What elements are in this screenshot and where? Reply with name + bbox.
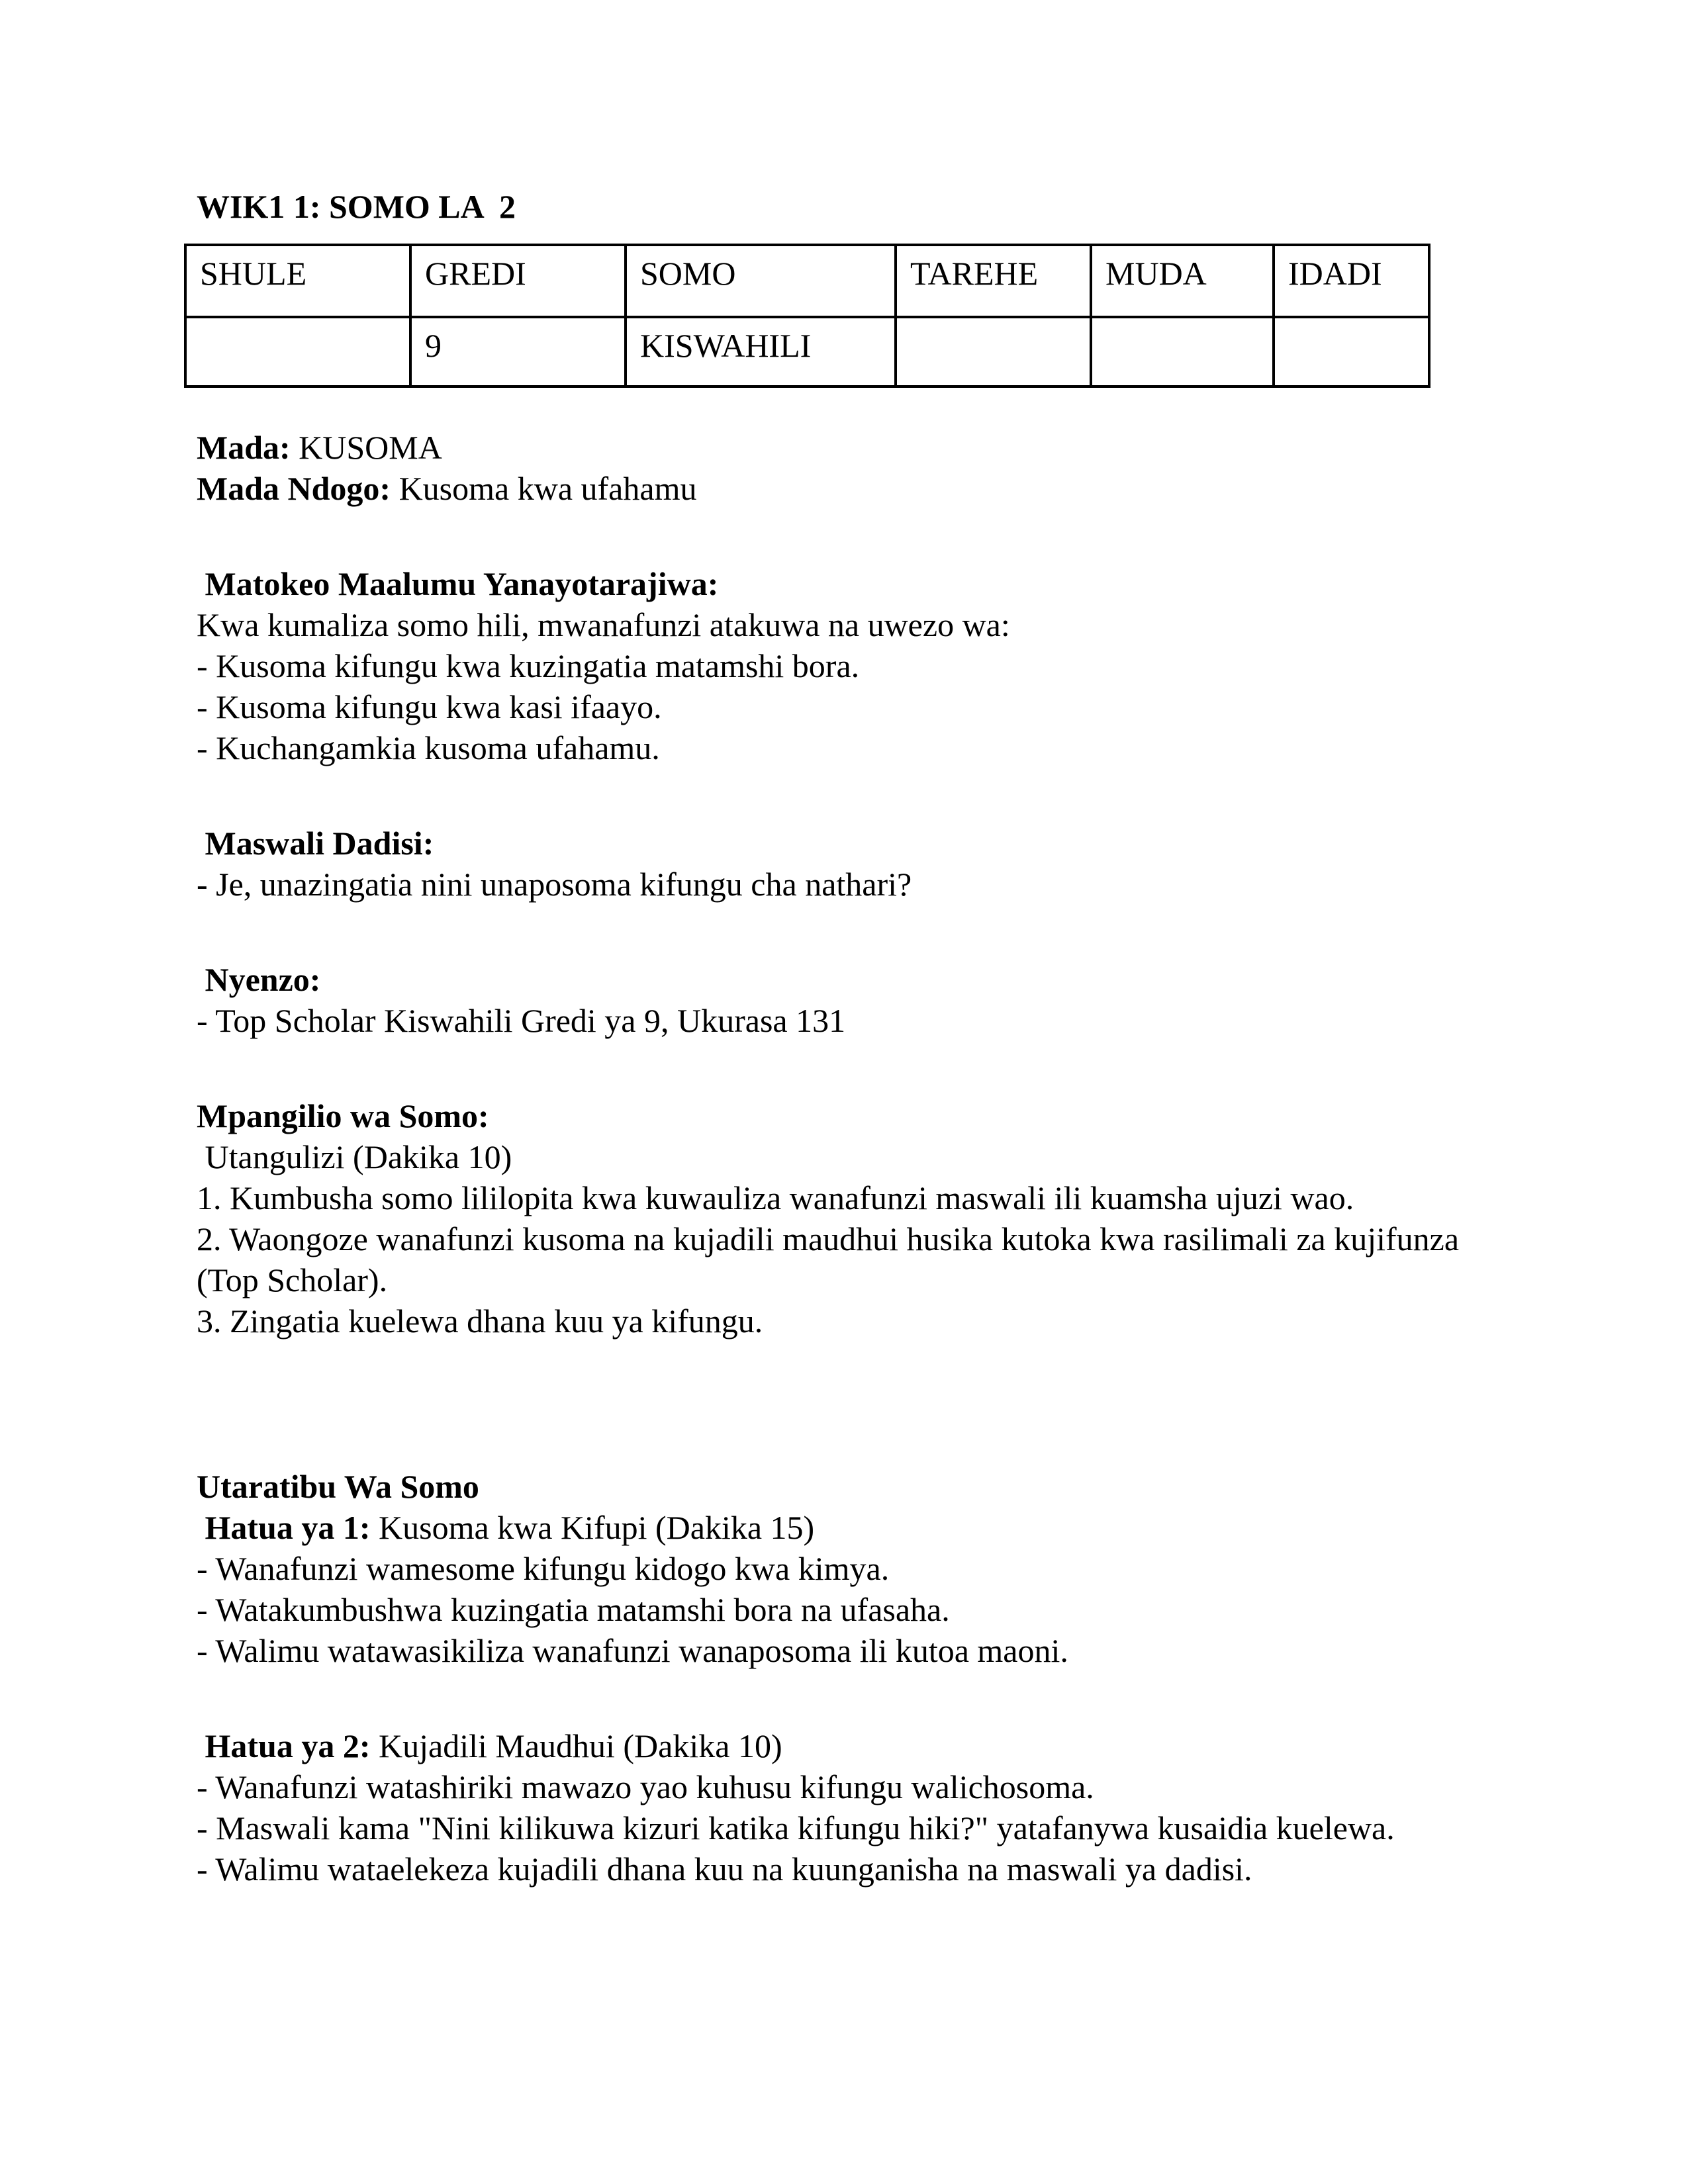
spacer bbox=[197, 388, 1491, 427]
probing-questions-heading: Maswali Dadisi: bbox=[197, 825, 434, 862]
outcome-item-1: - Kusoma kifungu kwa kuzingatia matamshi bora. bbox=[197, 647, 860, 684]
spacer bbox=[197, 1671, 1491, 1725]
table-header-idadi: IDADI bbox=[1274, 245, 1429, 317]
resources-heading: Nyenzo: bbox=[197, 961, 321, 998]
outcomes-heading: Matokeo Maalumu Yanayotarajiwa: bbox=[197, 565, 719, 602]
intro-step-2: 2. Waongoze wanafunzi kusoma na kujadili maudhui husika kutoka kwa rasilimali za kujifunza (Top Scholar). bbox=[197, 1220, 1468, 1298]
step1-item-2: - Watakumbushwa kuzingatia matamshi bora na ufasaha. bbox=[197, 1591, 950, 1628]
table-cell-idadi bbox=[1274, 317, 1429, 387]
topic-line: Mada: KUSOMA bbox=[197, 429, 442, 466]
step2-item-3: - Walimu wataelekeza kujadili dhana kuu na kuunganisha na maswali ya dadisi. bbox=[197, 1850, 1252, 1888]
table-header-shule: SHULE bbox=[185, 245, 410, 317]
outcomes-intro: Kwa kumaliza somo hili, mwanafunzi atakuwa na uwezo wa: bbox=[197, 606, 1010, 643]
spacer bbox=[197, 1342, 1491, 1466]
intro-step-1: 1. Kumbusha somo lililopita kwa kuwauliza wanafunzi maswali ili kuamsha ujuzi wao. bbox=[197, 1179, 1354, 1216]
table-cell-tarehe bbox=[896, 317, 1091, 387]
lesson-plan-heading: Mpangilio wa Somo: bbox=[197, 1097, 489, 1134]
table-header-somo: SOMO bbox=[626, 245, 896, 317]
lesson-info-table bbox=[184, 244, 1430, 388]
introduction-line: Utangulizi (Dakika 10) bbox=[197, 1138, 512, 1175]
table-header-tarehe: TAREHE bbox=[896, 245, 1091, 317]
step2-item-1: - Wanafunzi watashiriki mawazo yao kuhusu kifungu walichosoma. bbox=[197, 1768, 1094, 1805]
step1-item-3: - Walimu watawasikiliza wanafunzi wanaposoma ili kutoa maoni. bbox=[197, 1632, 1068, 1669]
table-cell-shule bbox=[185, 317, 410, 387]
step1-item-1: - Wanafunzi wamesome kifungu kidogo kwa kimya. bbox=[197, 1550, 890, 1587]
outcome-item-3: - Kuchangamkia kusoma ufahamu. bbox=[197, 729, 660, 766]
procedure-heading: Utaratibu Wa Somo bbox=[197, 1468, 479, 1505]
step2-heading: Hatua ya 2: Kujadili Maudhui (Dakika 10) bbox=[197, 1727, 782, 1764]
table-data-row bbox=[185, 317, 1429, 387]
resource-item: - Top Scholar Kiswahili Gredi ya 9, Ukurasa 131 bbox=[197, 1002, 846, 1039]
probing-question-item: - Je, unazingatia nini unaposoma kifungu cha nathari? bbox=[197, 866, 912, 903]
table-cell-somo: KISWAHILI bbox=[626, 317, 896, 387]
step2-item-2: - Maswali kama "Nini kilikuwa kizuri katika kifungu hiki?" yatafanywa kusaidia kuelewa. bbox=[197, 1809, 1395, 1846]
spacer bbox=[197, 1041, 1491, 1095]
page-title: WIK1 1: SOMO LA 2 bbox=[197, 188, 516, 225]
intro-step-3: 3. Zingatia kuelewa dhana kuu ya kifungu. bbox=[197, 1302, 763, 1340]
step1-heading: Hatua ya 1: Kusoma kwa Kifupi (Dakika 15) bbox=[197, 1509, 815, 1546]
spacer bbox=[197, 905, 1491, 959]
spacer bbox=[197, 768, 1491, 823]
table-cell-muda bbox=[1091, 317, 1274, 387]
outcome-item-2: - Kusoma kifungu kwa kasi ifaayo. bbox=[197, 688, 662, 725]
table-cell-gredi: 9 bbox=[410, 317, 626, 387]
subtopic-line: Mada Ndogo: Kusoma kwa ufahamu bbox=[197, 470, 697, 507]
table-header-gredi: GREDI bbox=[410, 245, 626, 317]
table-header-muda: MUDA bbox=[1091, 245, 1274, 317]
table-header-row bbox=[185, 245, 1429, 317]
spacer bbox=[197, 509, 1491, 563]
